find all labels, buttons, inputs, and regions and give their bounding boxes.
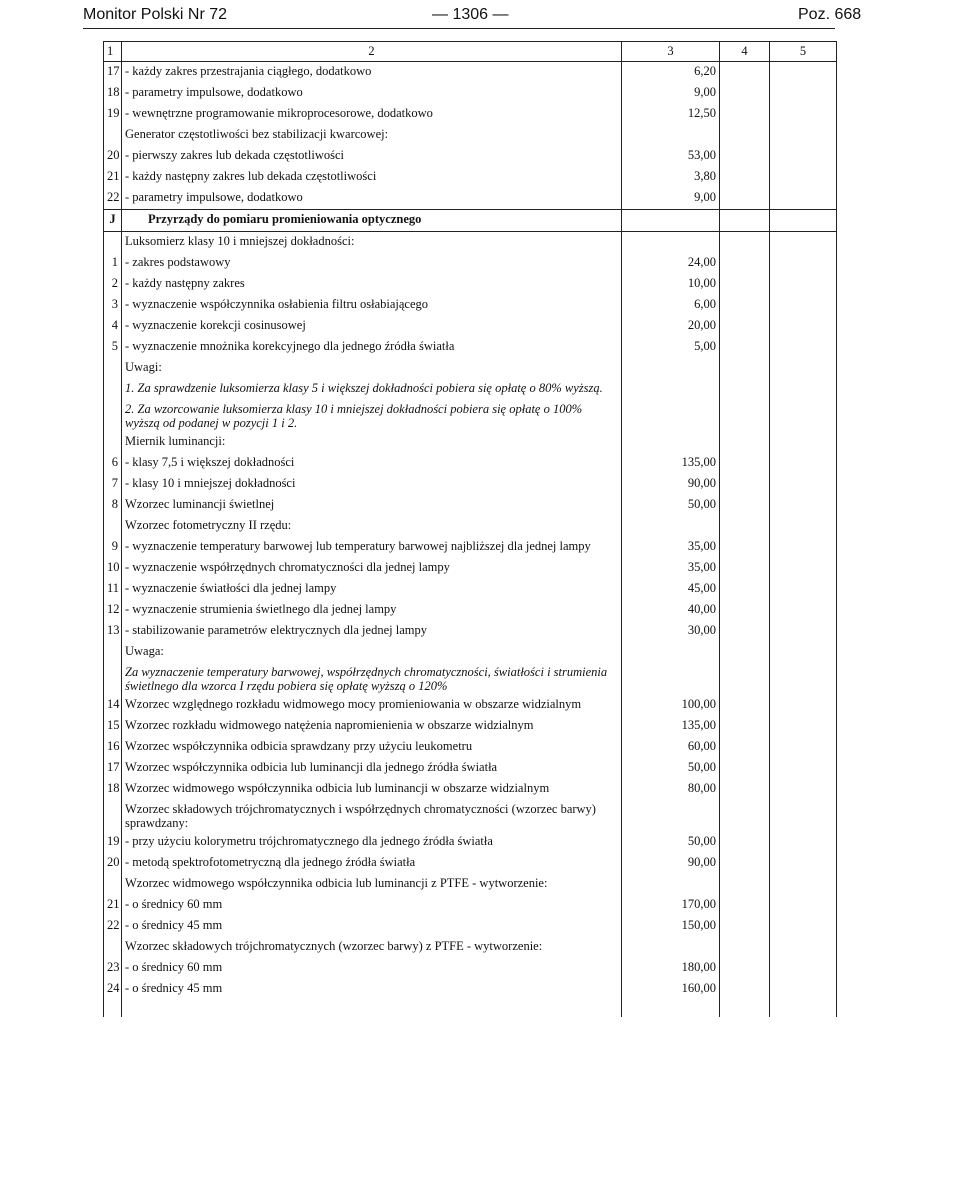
row-number — [104, 400, 122, 432]
row-description: - wyznaczenie temperatury barwowej lub temperatury barwowej najbliższej dla jednej lampy — [122, 537, 622, 558]
row-col5 — [770, 853, 837, 874]
row-col5 — [770, 800, 837, 832]
row-number: 2 — [104, 274, 122, 295]
table-row — [104, 695, 837, 716]
row-col5 — [770, 663, 837, 695]
table-row — [104, 558, 837, 579]
row-fee: 50,00 — [622, 832, 720, 853]
row-number: 17 — [104, 758, 122, 779]
row-fee — [622, 516, 720, 537]
row-number: 17 — [104, 62, 122, 84]
row-col4 — [720, 167, 770, 188]
table-row — [104, 400, 837, 432]
row-number: 18 — [104, 83, 122, 104]
row-number: 4 — [104, 316, 122, 337]
row-number: 22 — [104, 188, 122, 210]
row-col4 — [720, 758, 770, 779]
row-fee: 6,20 — [622, 62, 720, 84]
row-fee — [622, 642, 720, 663]
row-description: - zakres podstawowy — [122, 253, 622, 274]
row-fee: 150,00 — [622, 916, 720, 937]
row-description: - parametry impulsowe, dodatkowo — [122, 83, 622, 104]
row-col4 — [720, 104, 770, 125]
table-row — [104, 516, 837, 537]
row-fee — [622, 232, 720, 254]
row-col5 — [770, 125, 837, 146]
table-row — [104, 958, 837, 979]
row-number — [104, 432, 122, 453]
row-number: 5 — [104, 337, 122, 358]
column-header: 3 — [622, 42, 720, 62]
row-col4 — [720, 316, 770, 337]
table-row — [104, 62, 837, 84]
table-row — [104, 253, 837, 274]
row-number: 18 — [104, 779, 122, 800]
row-col4 — [720, 125, 770, 146]
row-number — [104, 800, 122, 832]
row-col5 — [770, 600, 837, 621]
row-number: 6 — [104, 453, 122, 474]
row-description: - o średnicy 45 mm — [122, 916, 622, 937]
row-col4 — [720, 716, 770, 737]
table-row — [104, 916, 837, 937]
row-col4 — [720, 210, 770, 232]
row-col5 — [770, 274, 837, 295]
row-number: 19 — [104, 104, 122, 125]
row-description: - wewnętrzne programowanie mikroprocesorowe, dodatkowo — [122, 104, 622, 125]
row-fee: 135,00 — [622, 453, 720, 474]
row-col5 — [770, 621, 837, 642]
row-number — [104, 232, 122, 254]
row-col4 — [720, 495, 770, 516]
table-row — [104, 874, 837, 895]
row-col4 — [720, 895, 770, 916]
row-fee — [622, 874, 720, 895]
row-col5 — [770, 104, 837, 125]
row-fee: 50,00 — [622, 495, 720, 516]
row-description: Wzorzec fotometryczny II rzędu: — [122, 516, 622, 537]
row-fee: 90,00 — [622, 853, 720, 874]
table-header-row — [104, 42, 837, 62]
row-col4 — [720, 453, 770, 474]
row-description: Uwagi: — [122, 358, 622, 379]
row-description: - o średnicy 45 mm — [122, 979, 622, 1017]
row-number: 13 — [104, 621, 122, 642]
row-col5 — [770, 495, 837, 516]
row-col5 — [770, 579, 837, 600]
section-row — [104, 210, 837, 232]
row-col4 — [720, 832, 770, 853]
row-description: Wzorzec widmowego współczynnika odbicia lub luminancji w obszarze widzialnym — [122, 779, 622, 800]
row-col4 — [720, 937, 770, 958]
row-number: 8 — [104, 495, 122, 516]
position-number: Poz. 668 — [798, 6, 862, 23]
row-col4 — [720, 253, 770, 274]
row-number: 21 — [104, 167, 122, 188]
row-fee: 160,00 — [622, 979, 720, 1017]
row-col5 — [770, 167, 837, 188]
table-row — [104, 474, 837, 495]
row-fee — [622, 663, 720, 695]
row-number — [104, 663, 122, 695]
row-number: 10 — [104, 558, 122, 579]
row-col5 — [770, 316, 837, 337]
row-number: 24 — [104, 979, 122, 1017]
row-description: Wzorzec współczynnika odbicia sprawdzany przy użyciu leukometru — [122, 737, 622, 758]
row-description: Miernik luminancji: — [122, 432, 622, 453]
row-fee: 5,00 — [622, 337, 720, 358]
row-number — [104, 937, 122, 958]
row-col4 — [720, 695, 770, 716]
row-description: - wyznaczenie mnożnika korekcyjnego dla jednego źródła światła — [122, 337, 622, 358]
row-fee: 100,00 — [622, 695, 720, 716]
row-col4 — [720, 600, 770, 621]
row-col5 — [770, 516, 837, 537]
row-number: 14 — [104, 695, 122, 716]
row-description: - każdy następny zakres — [122, 274, 622, 295]
row-fee: 3,80 — [622, 167, 720, 188]
row-col5 — [770, 379, 837, 400]
row-col5 — [770, 874, 837, 895]
row-fee: 53,00 — [622, 146, 720, 167]
row-fee: 30,00 — [622, 621, 720, 642]
row-col5 — [770, 146, 837, 167]
table-row — [104, 83, 837, 104]
row-col5 — [770, 916, 837, 937]
row-fee: 180,00 — [622, 958, 720, 979]
table-row — [104, 758, 837, 779]
table-row — [104, 853, 837, 874]
row-col4 — [720, 779, 770, 800]
row-fee — [622, 125, 720, 146]
row-description: - wyznaczenie korekcji cosinusowej — [122, 316, 622, 337]
row-number: 7 — [104, 474, 122, 495]
row-col5 — [770, 453, 837, 474]
row-col5 — [770, 832, 837, 853]
row-description: - każdy zakres przestrajania ciągłego, dodatkowo — [122, 62, 622, 84]
table-row — [104, 642, 837, 663]
journal-title: Monitor Polski Nr 72 — [83, 6, 228, 23]
row-number: 22 — [104, 916, 122, 937]
row-fee: 12,50 — [622, 104, 720, 125]
row-number: 20 — [104, 853, 122, 874]
row-description: Luksomierz klasy 10 i mniejszej dokładności: — [122, 232, 622, 254]
row-description: - wyznaczenie współczynnika osłabienia filtru osłabiającego — [122, 295, 622, 316]
row-number: 15 — [104, 716, 122, 737]
row-col4 — [720, 432, 770, 453]
table-row — [104, 621, 837, 642]
table-row — [104, 432, 837, 453]
table-row — [104, 937, 837, 958]
row-fee — [622, 379, 720, 400]
row-description: - o średnicy 60 mm — [122, 958, 622, 979]
row-col4 — [720, 188, 770, 210]
row-description: - przy użyciu kolorymetru trójchromatycznego dla jednego źródła światła — [122, 832, 622, 853]
row-number — [104, 516, 122, 537]
row-number — [104, 358, 122, 379]
row-description: Wzorzec widmowego współczynnika odbicia lub luminancji z PTFE - wytworzenie: — [122, 874, 622, 895]
row-col4 — [720, 874, 770, 895]
row-col4 — [720, 400, 770, 432]
row-col4 — [720, 62, 770, 84]
row-col4 — [720, 621, 770, 642]
column-header: 5 — [770, 42, 837, 62]
table-row — [104, 737, 837, 758]
row-col4 — [720, 916, 770, 937]
row-col4 — [720, 558, 770, 579]
row-fee: 35,00 — [622, 537, 720, 558]
row-description: Za wyznaczenie temperatury barwowej, współrzędnych chromatyczności, światłości i strumienia świetlnego dla wzorca I rzędu pobiera się opłatę wyższą o 120% — [122, 663, 622, 695]
row-col5 — [770, 188, 837, 210]
row-col4 — [720, 295, 770, 316]
row-col4 — [720, 663, 770, 695]
row-fee: 45,00 — [622, 579, 720, 600]
column-header: 2 — [122, 42, 622, 62]
table-row — [104, 663, 837, 695]
row-fee: 90,00 — [622, 474, 720, 495]
row-col5 — [770, 62, 837, 84]
row-description: Wzorzec współczynnika odbicia lub luminancji dla jednego źródła światła — [122, 758, 622, 779]
row-col4 — [720, 274, 770, 295]
table-row — [104, 453, 837, 474]
table-row — [104, 337, 837, 358]
row-description: - każdy następny zakres lub dekada częstotliwości — [122, 167, 622, 188]
row-number: 23 — [104, 958, 122, 979]
table-row — [104, 832, 837, 853]
row-fee: 135,00 — [622, 716, 720, 737]
table-row — [104, 537, 837, 558]
row-number — [104, 874, 122, 895]
row-description: - stabilizowanie parametrów elektrycznych dla jednej lampy — [122, 621, 622, 642]
row-number — [104, 379, 122, 400]
row-col5 — [770, 695, 837, 716]
row-description: Wzorzec względnego rozkładu widmowego mocy promieniowania w obszarze widzialnym — [122, 695, 622, 716]
row-fee: 9,00 — [622, 83, 720, 104]
row-description: - wyznaczenie strumienia świetlnego dla jednej lampy — [122, 600, 622, 621]
row-description: - wyznaczenie współrzędnych chromatyczności dla jednej lampy — [122, 558, 622, 579]
row-fee — [622, 800, 720, 832]
row-number: 9 — [104, 537, 122, 558]
table-row — [104, 579, 837, 600]
table-row — [104, 379, 837, 400]
row-fee: 20,00 — [622, 316, 720, 337]
fee-table-body — [104, 42, 837, 1018]
row-description: Uwaga: — [122, 642, 622, 663]
table-row — [104, 895, 837, 916]
row-number: J — [104, 210, 122, 232]
row-col4 — [720, 232, 770, 254]
row-col5 — [770, 737, 837, 758]
row-number: 21 — [104, 895, 122, 916]
table-row — [104, 716, 837, 737]
row-fee: 50,00 — [622, 758, 720, 779]
row-col4 — [720, 579, 770, 600]
row-fee: 80,00 — [622, 779, 720, 800]
row-col5 — [770, 937, 837, 958]
table-row — [104, 274, 837, 295]
row-description: Wzorzec składowych trójchromatycznych (wzorzec barwy) z PTFE - wytworzenie: — [122, 937, 622, 958]
row-col5 — [770, 474, 837, 495]
table-row — [104, 316, 837, 337]
row-col4 — [720, 642, 770, 663]
row-number: 12 — [104, 600, 122, 621]
row-number: 19 — [104, 832, 122, 853]
row-col5 — [770, 358, 837, 379]
table-row — [104, 979, 837, 1017]
row-number: 16 — [104, 737, 122, 758]
row-number: 11 — [104, 579, 122, 600]
row-col4 — [720, 853, 770, 874]
row-col5 — [770, 558, 837, 579]
row-col4 — [720, 83, 770, 104]
row-fee — [622, 937, 720, 958]
row-col5 — [770, 400, 837, 432]
row-number: 20 — [104, 146, 122, 167]
row-description: 1. Za sprawdzenie luksomierza klasy 5 i większej dokładności pobiera się opłatę o 80% wyższą. — [122, 379, 622, 400]
column-header: 4 — [720, 42, 770, 62]
row-col4 — [720, 800, 770, 832]
row-description: - o średnicy 60 mm — [122, 895, 622, 916]
row-col5 — [770, 642, 837, 663]
row-col4 — [720, 979, 770, 1017]
row-col4 — [720, 474, 770, 495]
row-number — [104, 125, 122, 146]
table-row — [104, 232, 837, 254]
row-col4 — [720, 737, 770, 758]
row-col4 — [720, 337, 770, 358]
row-col5 — [770, 958, 837, 979]
table-row — [104, 125, 837, 146]
table-row — [104, 188, 837, 210]
row-number: 1 — [104, 253, 122, 274]
row-col5 — [770, 779, 837, 800]
table-row — [104, 167, 837, 188]
row-col5 — [770, 979, 837, 1017]
row-col5 — [770, 295, 837, 316]
table-row — [104, 800, 837, 832]
row-col5 — [770, 232, 837, 254]
row-fee: 24,00 — [622, 253, 720, 274]
row-col5 — [770, 210, 837, 232]
table-row — [104, 295, 837, 316]
row-fee: 9,00 — [622, 188, 720, 210]
row-fee — [622, 432, 720, 453]
row-fee: 10,00 — [622, 274, 720, 295]
row-col5 — [770, 758, 837, 779]
fee-table — [103, 41, 837, 1017]
row-col5 — [770, 895, 837, 916]
row-col5 — [770, 537, 837, 558]
row-description: Wzorzec luminancji świetlnej — [122, 495, 622, 516]
row-col5 — [770, 83, 837, 104]
table-row — [104, 358, 837, 379]
row-number: 3 — [104, 295, 122, 316]
row-description: - metodą spektrofotometryczną dla jednego źródła światła — [122, 853, 622, 874]
row-description: Wzorzec rozkładu widmowego natężenia napromienienia w obszarze widzialnym — [122, 716, 622, 737]
row-col4 — [720, 146, 770, 167]
row-col5 — [770, 337, 837, 358]
row-col5 — [770, 716, 837, 737]
table-row — [104, 495, 837, 516]
table-row — [104, 104, 837, 125]
row-col4 — [720, 958, 770, 979]
row-description: - pierwszy zakres lub dekada częstotliwości — [122, 146, 622, 167]
row-fee — [622, 210, 720, 232]
row-col5 — [770, 253, 837, 274]
row-description: - klasy 10 i mniejszej dokładności — [122, 474, 622, 495]
row-fee — [622, 358, 720, 379]
table-row — [104, 146, 837, 167]
row-description: Wzorzec składowych trójchromatycznych i współrzędnych chromatyczności (wzorzec barwy) sprawdzany: — [122, 800, 622, 832]
header-rule — [83, 28, 835, 29]
row-fee: 60,00 — [622, 737, 720, 758]
row-col4 — [720, 358, 770, 379]
row-fee: 6,00 — [622, 295, 720, 316]
row-number — [104, 642, 122, 663]
row-fee — [622, 400, 720, 432]
row-fee: 170,00 — [622, 895, 720, 916]
row-description: 2. Za wzorcowanie luksomierza klasy 10 i mniejszej dokładności pobiera się opłatę o 100% wyższą od podanej w pozycji 1 i 2. — [122, 400, 622, 432]
row-col4 — [720, 516, 770, 537]
table-row — [104, 600, 837, 621]
row-col4 — [720, 537, 770, 558]
row-description: - parametry impulsowe, dodatkowo — [122, 188, 622, 210]
row-col4 — [720, 379, 770, 400]
page-number: — 1306 — — [432, 6, 509, 23]
row-fee: 40,00 — [622, 600, 720, 621]
column-header: 1 — [104, 42, 122, 62]
row-fee: 35,00 — [622, 558, 720, 579]
table-row — [104, 779, 837, 800]
row-description: - klasy 7,5 i większej dokładności — [122, 453, 622, 474]
row-description: Przyrządy do pomiaru promieniowania optycznego — [122, 210, 622, 232]
row-col5 — [770, 432, 837, 453]
row-description: Generator częstotliwości bez stabilizacji kwarcowej: — [122, 125, 622, 146]
row-description: - wyznaczenie światłości dla jednej lampy — [122, 579, 622, 600]
